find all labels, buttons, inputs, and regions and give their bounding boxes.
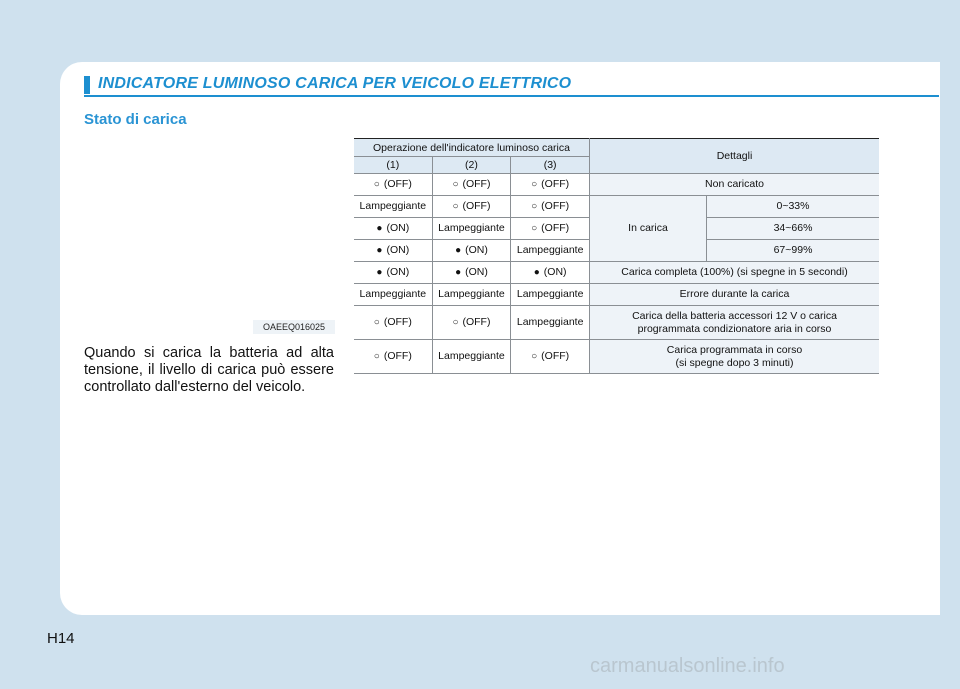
table-row [354,196,879,218]
led-off-icon: ○ [373,179,380,190]
cell-text: (OFF) [383,350,412,362]
led-off-icon: ○ [531,351,538,362]
charge-status-table [354,138,879,374]
cell-text: (OFF) [462,200,491,212]
cell-text: (ON) [386,244,410,256]
table-row [354,340,879,374]
cell-text: Lampeggiante [516,244,584,256]
cell-text: Lampeggiante [516,288,584,300]
in-carica-cell: In carica [590,196,707,262]
cell-text: (OFF) [541,200,570,212]
led-off-icon: ○ [531,223,538,234]
details-line: Carica della batteria accessori 12 V o carica [632,309,837,322]
header-col-1: (1) [354,157,432,174]
details-cell [590,340,880,374]
cell-text: Lampeggiante [438,350,505,362]
header-col-2: (2) [432,157,511,174]
cell-text: (OFF) [541,222,570,234]
header-col-3: (3) [511,157,590,174]
led-on-icon: ● [376,267,383,278]
cell-text: (OFF) [462,178,491,190]
cell-text: (OFF) [383,316,412,328]
led-off-icon: ○ [373,317,380,328]
header-accent-bar [84,76,90,94]
led-off-icon: ○ [531,201,538,212]
details-cell: 0~33% [707,196,880,218]
cell-text: (OFF) [541,350,570,362]
cell-text: Lampeggiante [438,222,505,234]
page-header-title: INDICATORE LUMINOSO CARICA PER VEICOLO ELETTRICO [98,75,572,92]
image-code-label: OAEEQ016025 [253,320,335,334]
cell-text: (ON) [543,266,567,278]
details-cell: Non caricato [590,174,880,196]
cell-text: Lampeggiante [516,316,584,328]
details-line: Carica programmata in corso [666,343,803,356]
led-on-icon: ● [455,267,462,278]
led-on-icon: ● [455,245,462,256]
table-row [354,262,879,284]
details-cell: Errore durante la carica [590,284,880,306]
section-title: Stato di carica [84,111,187,128]
header-underline [84,95,939,97]
details-cell: 34~66% [707,218,880,240]
cell-text: Lampeggiante [438,288,505,300]
cell-text: (ON) [386,266,410,278]
cell-text: Lampeggiante [359,200,427,212]
body-paragraph: Quando si carica la batteria ad alta tensione, il livello di carica può essere controllato dall'esterno del veicolo. [84,345,334,395]
page-number: H14 [47,630,75,647]
details-cell: 67~99% [707,240,880,262]
led-off-icon: ○ [373,351,380,362]
led-off-icon: ○ [452,201,459,212]
led-on-icon: ● [533,267,540,278]
led-off-icon: ○ [452,179,459,190]
led-on-icon: ● [376,245,383,256]
cell-text: Lampeggiante [359,288,427,300]
led-off-icon: ○ [452,317,459,328]
cell-text: (ON) [386,222,410,234]
cell-text: (OFF) [462,316,491,328]
cell-text: (ON) [465,266,488,278]
led-on-icon: ● [376,223,383,234]
watermark-text: carmanualsonline.info [590,655,785,677]
header-indicator-operation: Operazione dell'indicatore luminoso carica [354,139,590,157]
header-details: Dettagli [590,139,880,174]
details-cell [590,306,880,340]
details-cell: Carica completa (100%) (si spegne in 5 secondi) [590,262,880,284]
details-line: (si spegne dopo 3 minuti) [675,356,794,369]
cell-text: (OFF) [383,178,412,190]
led-off-icon: ○ [531,179,538,190]
table-row [354,174,879,196]
details-line: programmata condizionatore aria in corso [637,322,832,335]
cell-text: (OFF) [541,178,570,190]
table-row [354,306,879,340]
table-row [354,284,879,306]
cell-text: (ON) [465,244,488,256]
